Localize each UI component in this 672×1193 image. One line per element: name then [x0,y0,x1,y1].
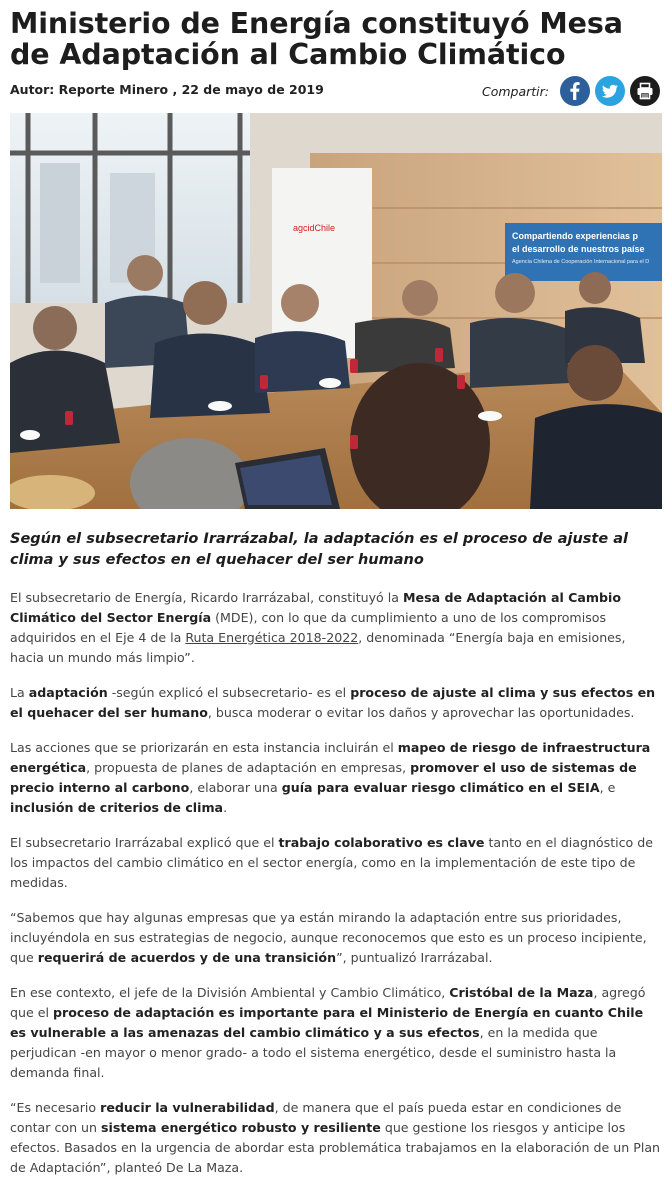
paragraph-6: En ese contexto, el jefe de la División Ambiental y Cambio Climático, Cristóbal de la Maza, agregó que el proceso de adaptación es importante para el Ministerio de Energía en cuanto Chile es vulnerable a las amenazas del cambio climático y a sus efectos, en la medida que perjudican -en mayor o menor grado- a todo el sistema energético, desde el suministro hasta la demanda final. [10,985,646,1080]
article-lead: Según el subsecretario Irarrázabal, la adaptación es el proceso de ajuste al clima y sus efectos en el quehacer del ser humano [10,531,628,568]
article-meta: Autor: Reporte Minero , 22 de mayo de 2019 [10,82,324,97]
print-icon [630,76,660,106]
paragraph-7: “Es necesario reducir la vulnerabilidad, de manera que el país pueda estar en condiciones de contar con un sistema energético robusto y resiliente que gestione los riesgos y anticipe los efectos. Basados en la urgencia de abordar esta problemática trabajamos en la elaboración de un Plan de Adaptación”, planteó De La Maza. [10,1100,661,1175]
twitter-share-button[interactable] [595,76,625,106]
paragraph-1: El subsecretario de Energía, Ricardo Irarrázabal, constituyó la Mesa de Adaptación al Cambio Climático del Sector Energía (MDE), con lo que da cumplimiento a uno de los compromisos adquiridos en el Eje 4 de la Ruta Energética 2018-2022, denominada “Energía baja en emisiones, hacia un mundo más limpio”. [10,590,626,665]
share-label: Compartir: [481,83,549,99]
facebook-share-button[interactable] [560,76,590,106]
article-photo [10,113,662,509]
twitter-icon [595,76,625,106]
banner-logo: agcidChile [293,223,336,233]
print-button[interactable] [630,76,660,106]
share-bar [482,76,660,106]
ruta-energetica-link[interactable]: Ruta Energética 2018-2022 [185,630,359,645]
article-body [10,588,662,1193]
paragraph-5: “Sabemos que hay algunas empresas que ya están mirando la adaptación entre sus prioridades, incluyéndola en sus estrategias de negocio, aunque reconocemos que esto es un proceso incipiente, que requerirá de acuerdos y de una transición”, puntualizó Irarrázabal. [10,910,647,965]
banner-line3: Agencia Chilena de Cooperación Internacional para el D [512,259,650,265]
banner-line2: el desarrollo de nuestros paíse [512,244,645,254]
banner-line1: Compartiendo experiencias p [512,231,639,241]
paragraph-3: Las acciones que se priorizarán en esta instancia incluirán el mapeo de riesgo de infraestructura energética, propuesta de planes de adaptación en empresas, promover el uso de sistemas de precio interno al carbono, elaborar una guía para evaluar riesgo climático en el SEIA, e inclusión de criterios de clima. [10,740,651,815]
paragraph-4: El subsecretario Irarrázabal explicó que el trabajo colaborativo es clave tanto en el diagnóstico de los impactos del cambio climático en el sector energía, como en la implementación de este tipo de medidas. [10,835,654,890]
article-title: Ministerio de Energía constituyó Mesa de Adaptación al Cambio Climático [10,7,623,71]
facebook-icon [560,76,590,106]
paragraph-2: La adaptación -según explicó el subsecretario- es el proceso de ajuste al clima y sus efectos en el quehacer del ser humano, busca moderar o evitar los daños y aprovechar las oportunidades. [10,685,656,720]
